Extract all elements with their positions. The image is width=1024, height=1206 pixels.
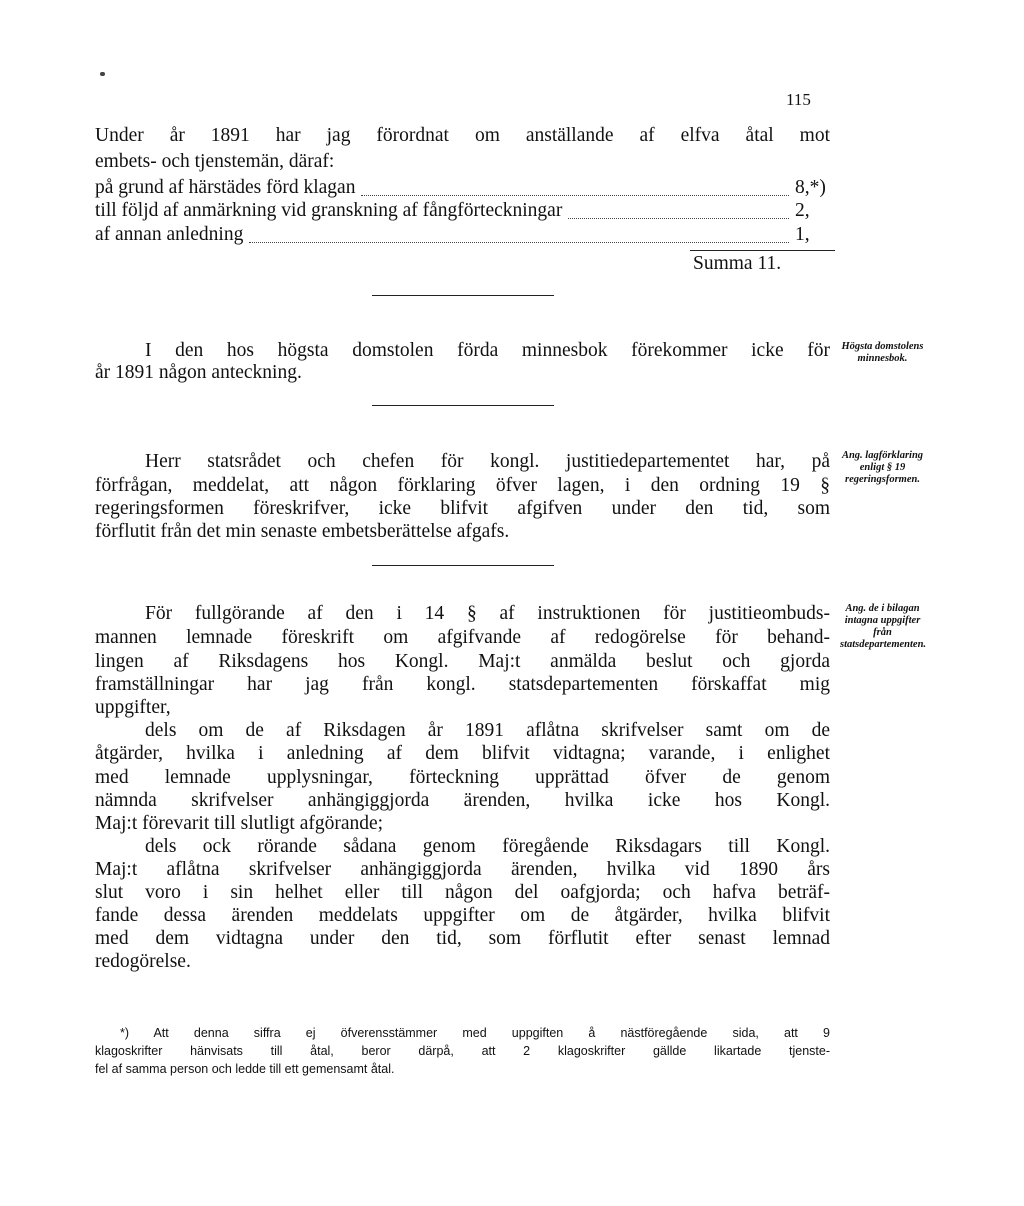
section-divider bbox=[372, 405, 554, 406]
section1-line-2: år 1891 någon anteckning. bbox=[95, 362, 302, 383]
section3-line-1: För fullgörande af den i 14 § af instruktionen för justitieombuds- bbox=[145, 603, 830, 624]
intro-line-1: Under år 1891 har jag förordnat om anställande af elfva åtal mot bbox=[95, 125, 830, 146]
section-divider bbox=[372, 295, 554, 296]
section3-line-9: nämnda skrifvelser anhängiggjorda ärenden, hvilka icke hos Kongl. bbox=[95, 790, 830, 811]
intro-line-2: embets- och tjenstemän, däraf: bbox=[95, 151, 335, 172]
footnote-line-1: *) Att denna siffra ej öfverensstämmer med uppgiften å nästföregående sida, att 9 bbox=[120, 1026, 830, 1040]
sum-rule bbox=[690, 250, 835, 251]
section2-line-1: Herr statsrådet och chefen för kongl. justitiedepartementet har, på bbox=[145, 451, 830, 472]
section3-line-11: dels ock rörande sådana genom föregående Riksdagars till Kongl. bbox=[145, 836, 830, 857]
tally-value: 2, bbox=[795, 200, 810, 221]
section2-line-4: förflutit från det min senaste embetsberättelse afgafs. bbox=[95, 521, 510, 542]
section3-line-8: med lemnade upplysningar, förteckning upprättad öfver de genom bbox=[95, 767, 830, 788]
tally-value: 8,*) bbox=[795, 177, 826, 198]
section2-line-2: förfrågan, meddelat, att någon förklaring öfver lagen, i den ordning 19 § bbox=[95, 475, 830, 496]
section3-line-4: framställningar har jag från kongl. statsdepartementen förskaffat mig bbox=[95, 674, 830, 695]
margin-note-lagforklaring: Ang. lagförklaring enligt § 19 regeringsformen. bbox=[841, 450, 924, 485]
tally-label: af annan anledning bbox=[95, 224, 244, 245]
section3-line-14: fande dessa ärenden meddelats uppgifter om de åtgärder, hvilka blifvit bbox=[95, 905, 830, 926]
section3-line-3: lingen af Riksdagens hos Kongl. Maj:t anmälda beslut och gjorda bbox=[95, 651, 830, 672]
section3-line-10: Maj:t förevarit till slutligt afgörande; bbox=[95, 813, 384, 834]
section3-line-16: redogörelse. bbox=[95, 951, 191, 972]
tally-label: till följd af anmärkning vid granskning af fångförteckningar bbox=[95, 200, 563, 221]
section3-line-6: dels om de af Riksdagen år 1891 aflåtna skrifvelser samt om de bbox=[145, 720, 830, 741]
margin-note-uppgifter: Ang. de i bilagan intagna uppgifter från statsdepartementen. bbox=[840, 603, 927, 650]
tally-row bbox=[95, 223, 830, 247]
margin-note-minnesbok: Högsta domstolens minnesbok. bbox=[841, 341, 924, 364]
dot-leader bbox=[249, 219, 789, 243]
dot-leader bbox=[361, 172, 789, 196]
section2-line-3: regeringsformen föreskrifver, icke blifvit afgifven under den tid, som bbox=[95, 498, 830, 519]
section3-line-12: Maj:t aflåtna skrifvelser anhängiggjorda ärenden, hvilka vid 1890 års bbox=[95, 859, 830, 880]
dot-leader bbox=[568, 195, 789, 219]
tally-label: på grund af härstädes förd klagan bbox=[95, 177, 356, 198]
footnote-line-3: fel af samma person och ledde till ett gemensamt åtal. bbox=[95, 1062, 395, 1076]
ink-speck bbox=[100, 72, 105, 76]
section3-line-7: åtgärder, hvilka i anledning af dem blifvit vidtagna; varande, i enlighet bbox=[95, 743, 830, 764]
section-divider bbox=[372, 565, 554, 566]
section3-line-13: slut voro i sin helhet eller till någon del oafgjorda; och hafva beträf- bbox=[95, 882, 830, 903]
section3-line-15: med dem vidtagna under den tid, som förflutit efter senast lemnad bbox=[95, 928, 830, 949]
section1-line-1: I den hos högsta domstolen förda minnesbok förekommer icke för bbox=[145, 340, 830, 361]
summa-line: Summa 11. bbox=[693, 253, 782, 274]
section3-line-2: mannen lemnade föreskrift om afgifvande af redogörelse för behand- bbox=[95, 627, 830, 648]
page-number: 115 bbox=[786, 90, 811, 109]
section3-line-5: uppgifter, bbox=[95, 697, 171, 718]
tally-value: 1, bbox=[795, 224, 810, 245]
footnote-line-2: klagoskrifter hänvisats till åtal, beror därpå, att 2 klagoskrifter gällde likartade tjenste- bbox=[95, 1044, 830, 1058]
